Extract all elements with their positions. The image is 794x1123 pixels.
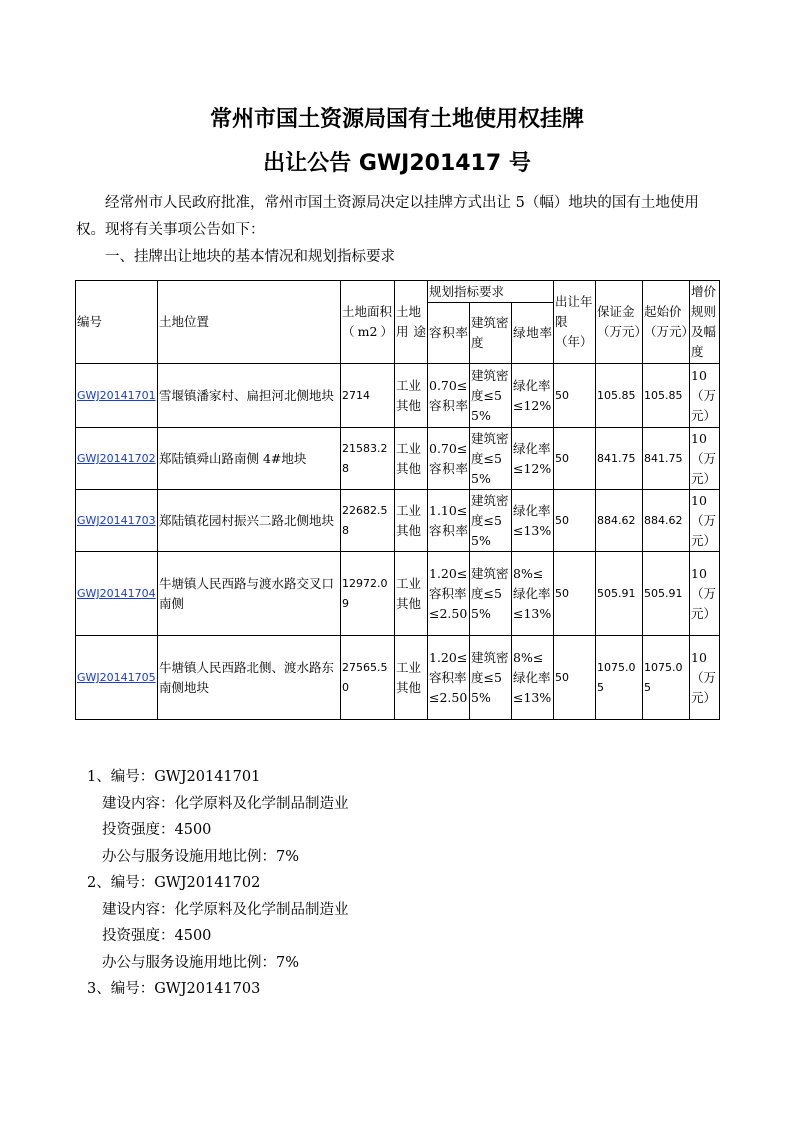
row-green: 绿化率≤12% [512, 364, 554, 428]
row-increment: 10（万元） [690, 636, 720, 720]
section-heading: 一、挂牌出让地块的基本情况和规划指标要求 [105, 249, 395, 265]
row-green: 绿化率≤12% [512, 428, 554, 490]
row-increment: 10（万元） [690, 490, 720, 552]
row-far: 1.20≤容积率≤2.50 [428, 636, 470, 720]
row-id-cell[interactable] [76, 490, 158, 552]
row-location: 郑陆镇舜山路南侧 4#地块 [158, 428, 341, 490]
row-increment: 10（万元） [690, 428, 720, 490]
parcel-id-link[interactable]: GWJ20141702 [77, 452, 156, 465]
header-density: 建筑密度 [470, 303, 512, 364]
row-area: 2714 [341, 364, 395, 428]
header-planning-group: 规划指标要求 [428, 281, 554, 303]
parcel-id-link[interactable]: GWJ20141703 [77, 514, 156, 527]
row-location: 郑陆镇花园村振兴二路北侧地块 [158, 490, 341, 552]
row-far: 0.70≤容积率 [428, 364, 470, 428]
parcel-id-link[interactable]: GWJ20141704 [77, 587, 156, 600]
row-use: 工业其他 [395, 636, 428, 720]
row-deposit: 841.75 [596, 428, 643, 490]
detail-construction-content: 建设内容：化学原料及化学制品制造业 [102, 901, 349, 918]
row-location: 雪堰镇潘家村、扁担河北侧地块 [158, 364, 341, 428]
header-far: 容积率 [428, 303, 470, 364]
row-use: 工业其他 [395, 428, 428, 490]
detail-investment-intensity: 投资强度：4500 [102, 822, 212, 838]
row-id-cell[interactable] [76, 428, 158, 490]
detail-office-ratio: 办公与服务设施用地比例：7% [102, 848, 300, 865]
row-id-cell[interactable] [76, 636, 158, 720]
detail-item-head: 2、编号：GWJ20141702 [87, 875, 261, 891]
row-increment: 10（万元） [690, 364, 720, 428]
row-start-price: 1075.05 [643, 636, 690, 720]
detail-office-ratio: 办公与服务设施用地比例：7% [102, 954, 300, 971]
row-location: 牛塘镇人民西路与渡水路交叉口南侧 [158, 552, 341, 636]
row-id-cell[interactable] [76, 552, 158, 636]
table-row [76, 636, 720, 720]
row-green: 8%≤绿化率≤13% [512, 552, 554, 636]
header-area: 土地面积（m2） [341, 281, 395, 364]
detail-item-head: 3、编号：GWJ20141703 [87, 981, 261, 997]
header-use: 土地用途 [395, 281, 428, 364]
document-title-line1: 常州市国土资源局国有土地使用权挂牌 [209, 107, 584, 132]
row-use: 工业其他 [395, 364, 428, 428]
detail-construction-content: 建设内容：化学原料及化学制品制造业 [102, 795, 349, 812]
row-location: 牛塘镇人民西路北侧、渡水路东南侧地块 [158, 636, 341, 720]
header-location: 土地位置 [158, 281, 341, 364]
parcel-details-list [87, 764, 349, 1003]
document-title-line2: 出让公告 GWJ201417 号 [263, 151, 531, 176]
header-increment: 增价规则及幅度 [690, 281, 720, 364]
row-use: 工业其他 [395, 552, 428, 636]
row-area: 21583.28 [341, 428, 395, 490]
detail-investment-intensity: 投资强度：4500 [102, 928, 212, 944]
row-deposit: 505.91 [596, 552, 643, 636]
table-row [76, 428, 720, 490]
row-start-price: 105.85 [643, 364, 690, 428]
table-row [76, 364, 720, 428]
row-term: 50 [554, 490, 596, 552]
header-deposit: 保证金（万元） [596, 281, 643, 364]
header-id: 编号 [76, 281, 158, 364]
row-use: 工业其他 [395, 490, 428, 552]
row-far: 1.20≤容积率≤2.50 [428, 552, 470, 636]
row-deposit: 884.62 [596, 490, 643, 552]
parcel-id-link[interactable]: GWJ20141705 [77, 671, 156, 684]
row-start-price: 841.75 [643, 428, 690, 490]
row-density: 建筑密度≤55% [470, 552, 512, 636]
row-term: 50 [554, 552, 596, 636]
row-area: 27565.50 [341, 636, 395, 720]
header-start-price: 起始价（万元） [643, 281, 690, 364]
row-start-price: 884.62 [643, 490, 690, 552]
row-density: 建筑密度≤55% [470, 364, 512, 428]
table-row [76, 490, 720, 552]
row-area: 22682.58 [341, 490, 395, 552]
row-density: 建筑密度≤55% [470, 490, 512, 552]
row-increment: 10（万元） [690, 552, 720, 636]
row-green: 8%≤绿化率≤13% [512, 636, 554, 720]
row-density: 建筑密度≤55% [470, 636, 512, 720]
row-density: 建筑密度≤55% [470, 428, 512, 490]
row-deposit: 105.85 [596, 364, 643, 428]
row-area: 12972.09 [341, 552, 395, 636]
row-term: 50 [554, 428, 596, 490]
row-deposit: 1075.05 [596, 636, 643, 720]
row-id-cell[interactable] [76, 364, 158, 428]
header-term: 出让年限（年） [554, 281, 596, 364]
detail-item-head: 1、编号：GWJ20141701 [87, 769, 261, 785]
table-row [76, 552, 720, 636]
land-parcel-table [75, 280, 720, 720]
parcel-id-link[interactable]: GWJ20141701 [77, 389, 156, 402]
row-green: 绿化率≤13% [512, 490, 554, 552]
header-green: 绿地率 [512, 303, 554, 364]
row-far: 0.70≤容积率 [428, 428, 470, 490]
row-far: 1.10≤容积率 [428, 490, 470, 552]
intro-paragraph: 经常州市人民政府批准，常州市国土资源局决定以挂牌方式出让 5（幅）地块的国有土地使用权。现将有关事项公告如下： [76, 195, 699, 238]
row-term: 50 [554, 364, 596, 428]
row-start-price: 505.91 [643, 552, 690, 636]
row-term: 50 [554, 636, 596, 720]
